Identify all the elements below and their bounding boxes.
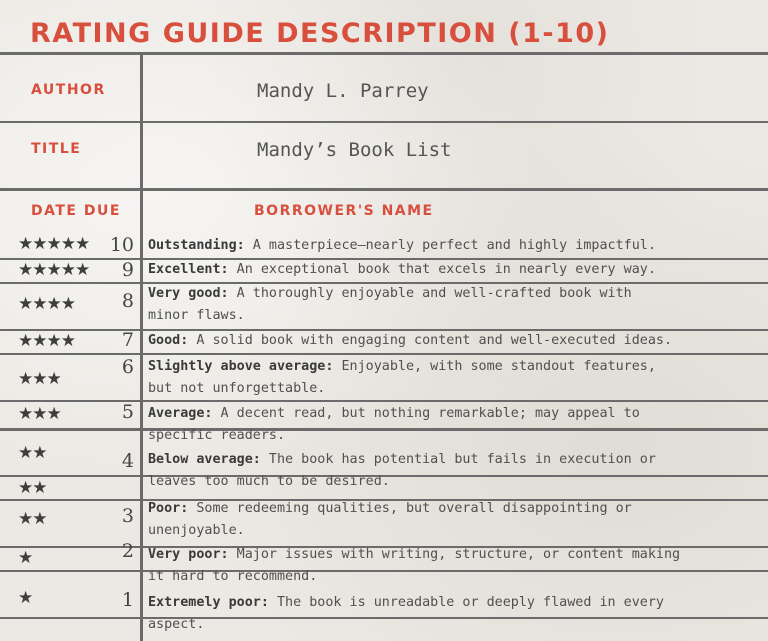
star-rating: ★★★★ [18,294,75,314]
rule-author [0,121,768,123]
rating-label: Below average: [148,452,261,467]
borrower-label: BORROWER'S NAME [254,203,434,219]
rating-text: The book has potential but fails in execution or [260,452,656,467]
rating-text: A thoroughly enjoyable and well-crafted book with [228,286,632,301]
star-rating: ★ [18,548,33,568]
rating-number: 9 [121,259,134,281]
rating-label: Poor: [148,501,189,516]
rating-description [148,235,764,257]
rating-text: Some redeeming qualities, but overall disappointing or [188,501,632,516]
rating-text: A solid book with engaging content and well-executed ideas. [188,333,673,348]
star-rating: ★ [18,588,33,608]
rating-number: 6 [121,356,134,378]
rating-number: 5 [121,401,134,423]
row-rule [0,353,768,355]
rating-text-continued: aspect. [148,617,205,632]
rating-label: Good: [148,333,189,348]
star-rating: ★★★★ [18,331,75,351]
rating-text-continued: leaves too much to be desired. [148,474,390,489]
rating-description [148,544,764,588]
rule-top [0,52,768,55]
rating-text: A decent read, but nothing remarkable; may appeal to [212,406,640,421]
rating-text: Enjoyable, with some standout features, [333,359,656,374]
column-divider [140,52,143,641]
rating-description [148,592,764,636]
rating-label: Very poor: [148,547,229,562]
rating-description [148,330,764,352]
rating-text-continued: minor flaws. [148,308,245,323]
rating-number: 2 [121,540,134,562]
date-due-label: DATE DUE [31,203,121,219]
star-rating: ★★ [18,443,47,463]
title-value: Mandy’s Book List [257,139,452,161]
rating-text-continued: unenjoyable. [148,523,245,538]
rating-label: Very good: [148,286,229,301]
rating-label: Extremely poor: [148,595,269,610]
rating-number: 3 [121,505,134,527]
page-title: RATING GUIDE DESCRIPTION (1-10) [30,18,610,49]
rating-label: Slightly above average: [148,359,334,374]
rule-title [0,188,768,191]
star-rating: ★★ [18,509,47,529]
star-rating: ★★★★★ [18,260,90,280]
star-rating: ★★ [18,478,47,498]
rating-text-continued: it hard to recommend. [148,569,318,584]
rating-number: 7 [121,329,134,351]
rating-label: Outstanding: [148,238,245,253]
rating-text-continued: but not unforgettable. [148,381,326,396]
rating-description [148,449,764,493]
rating-text: An exceptional book that excels in nearly every way. [228,262,656,277]
rating-number: 4 [121,450,134,472]
rating-description [148,403,764,447]
rating-label: Average: [148,406,213,421]
author-label: AUTHOR [31,82,106,98]
rating-text: The book is unreadable or deeply flawed in every [268,595,664,610]
title-label: TITLE [31,141,82,157]
author-value: Mandy L. Parrey [257,80,429,102]
rating-description [148,356,764,400]
star-rating: ★★★★★ [18,234,90,254]
rating-number: 10 [109,234,134,256]
rating-number: 1 [121,589,134,611]
rating-text: Major issues with writing, structure, or content making [228,547,681,562]
star-rating: ★★★ [18,404,61,424]
rating-text-continued: specific readers. [148,428,286,443]
rating-description [148,498,764,542]
rating-label: Excellent: [148,262,229,277]
rating-description [148,259,764,281]
rating-text: A masterpiece—nearly perfect and highly impactful. [244,238,656,253]
star-rating: ★★★ [18,369,61,389]
rating-description [148,283,764,327]
rating-number: 8 [121,290,134,312]
